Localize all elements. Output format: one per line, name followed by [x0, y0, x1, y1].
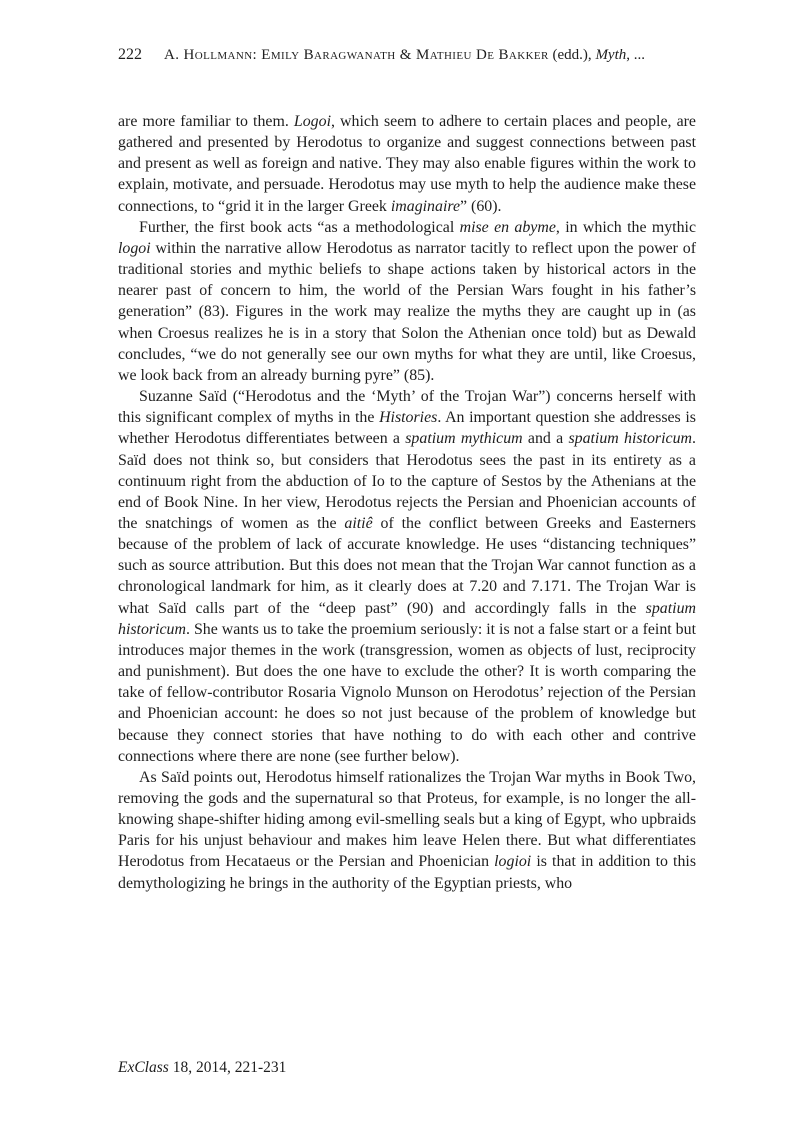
page-number: 222	[118, 46, 142, 63]
text-run: , which seem to adhere to certain places and people, are gathered and presented by Herodotus to organize and suggest connections between past and present as well as foreign and native. They may also enable figures within the work to explain, motivate, and persuade. Herodotus may use myth to help the audience make these connections, to “grid it in the larger Greek	[118, 113, 696, 215]
text-run: , ...	[626, 47, 646, 63]
text-run: of the conflict between Greeks and Easterners because of the problem of lack of accurate knowledge. He uses “distancing techniques” such as source attribution. But this does not mean that the Trojan War cannot function as a chronological landmark for him, as it clearly does at 7.20 and 7.171. The Trojan War is what Saïd calls part of the “deep past” (90) and accordingly falls in the	[118, 514, 696, 617]
running-title	[164, 47, 645, 63]
paragraph	[118, 217, 696, 386]
text-run: Further, the first book acts “as a methodological	[139, 218, 460, 236]
text-run: logioi	[494, 853, 532, 871]
text-run: is that in addition to this demythologizing he brings in the authority of the Egyptian priests, who	[118, 853, 696, 892]
text-run: Histories	[379, 409, 438, 427]
text-run: spatium historicum	[568, 430, 693, 448]
text-run: . An important question she addresses is whether Herodotus differentiates between a	[118, 409, 696, 448]
text-run: As Saïd points out, Herodotus himself rationalizes the Trojan War myths in Book Two, removing the gods and the supernatural so that Proteus, for example, is no longer the all-knowing shape-shifter hiding among evil-smelling seals but a king of Egypt, who upbraids Paris for his unjust behaviour and makes him leave Helen there. But what differentiates Herodotus from Hecataeus or the Persian and Phoenician	[118, 768, 696, 871]
text-run: . She wants us to take the proemium seriously: it is not a false start or a feint but introduces major themes in the work (transgression, women as objects of lust, reciprocity and punishment). But does the one have to exclude the other? It is worth comparing the take of fellow-contributor Rosaria Vignolo Munson on Herodotus’ rejection of the Persian and Phoenician account: he does so not just because of the problem of knowledge but because they connect stories that have nothing to do with each other and contrive connections where there are none (see further below).	[118, 620, 696, 765]
text-run: aitiê	[344, 514, 373, 532]
paragraph	[118, 386, 696, 767]
text-run: Myth	[595, 47, 627, 63]
text-run: , in which the mythic	[555, 218, 696, 236]
text-run: ” (60).	[460, 197, 502, 215]
text-run: are more familiar to them.	[118, 113, 294, 130]
text-block	[118, 111, 696, 894]
text-run: Logoi	[293, 113, 331, 130]
text-run: Suzanne Saïd (“Herodotus and the ‘Myth’ of the Trojan War”) concerns herself with this significant complex of myths in the	[118, 388, 696, 427]
journal-citation	[118, 1059, 286, 1076]
page-footer	[118, 1059, 286, 1077]
text-run: (edd.),	[548, 47, 596, 63]
text-run: imaginaire	[390, 197, 461, 215]
paragraph	[118, 111, 696, 217]
text-run: and a	[522, 430, 569, 448]
text-run: mise en abyme	[459, 218, 556, 236]
text-run: spatium mythicum	[405, 430, 523, 448]
text-run: . Saïd does not think so, but considers that Herodotus sees the past in its entirety as a continuum right from the abduction of Io to the capture of Sestos by the Athenians at the end of Book Nine. In her view, Herodotus rejects the Persian and Phoenician accounts of the snatchings of women as the	[118, 430, 696, 532]
text-run: within the narrative allow Herodotus as narrator tacitly to reflect upon the power of traditional stories and mythic beliefs to shape actions taken by historical actors in the nearer past of concern to him, the world of the Persian Wars fought in his father’s generation” (83). Figures in the work may realize the myths they are caught up in (as when Croesus realizes he is in a story that Solon the Athenian once told) but as Dewald concludes, “we do not generally see our own myths for what they are until, like Croesus, we look back from an already burning pyre” (85).	[118, 239, 696, 384]
paragraph	[118, 767, 696, 894]
text-run: spatium historicum	[118, 599, 696, 638]
text-run: ExClass	[118, 1059, 169, 1076]
text-run: A. Hollmann: Emily Baragwanath & Mathieu De Bakker	[164, 47, 549, 63]
running-header	[118, 46, 700, 64]
text-run: 18, 2014, 221-231	[168, 1059, 287, 1076]
text-run: logoi	[118, 239, 151, 257]
